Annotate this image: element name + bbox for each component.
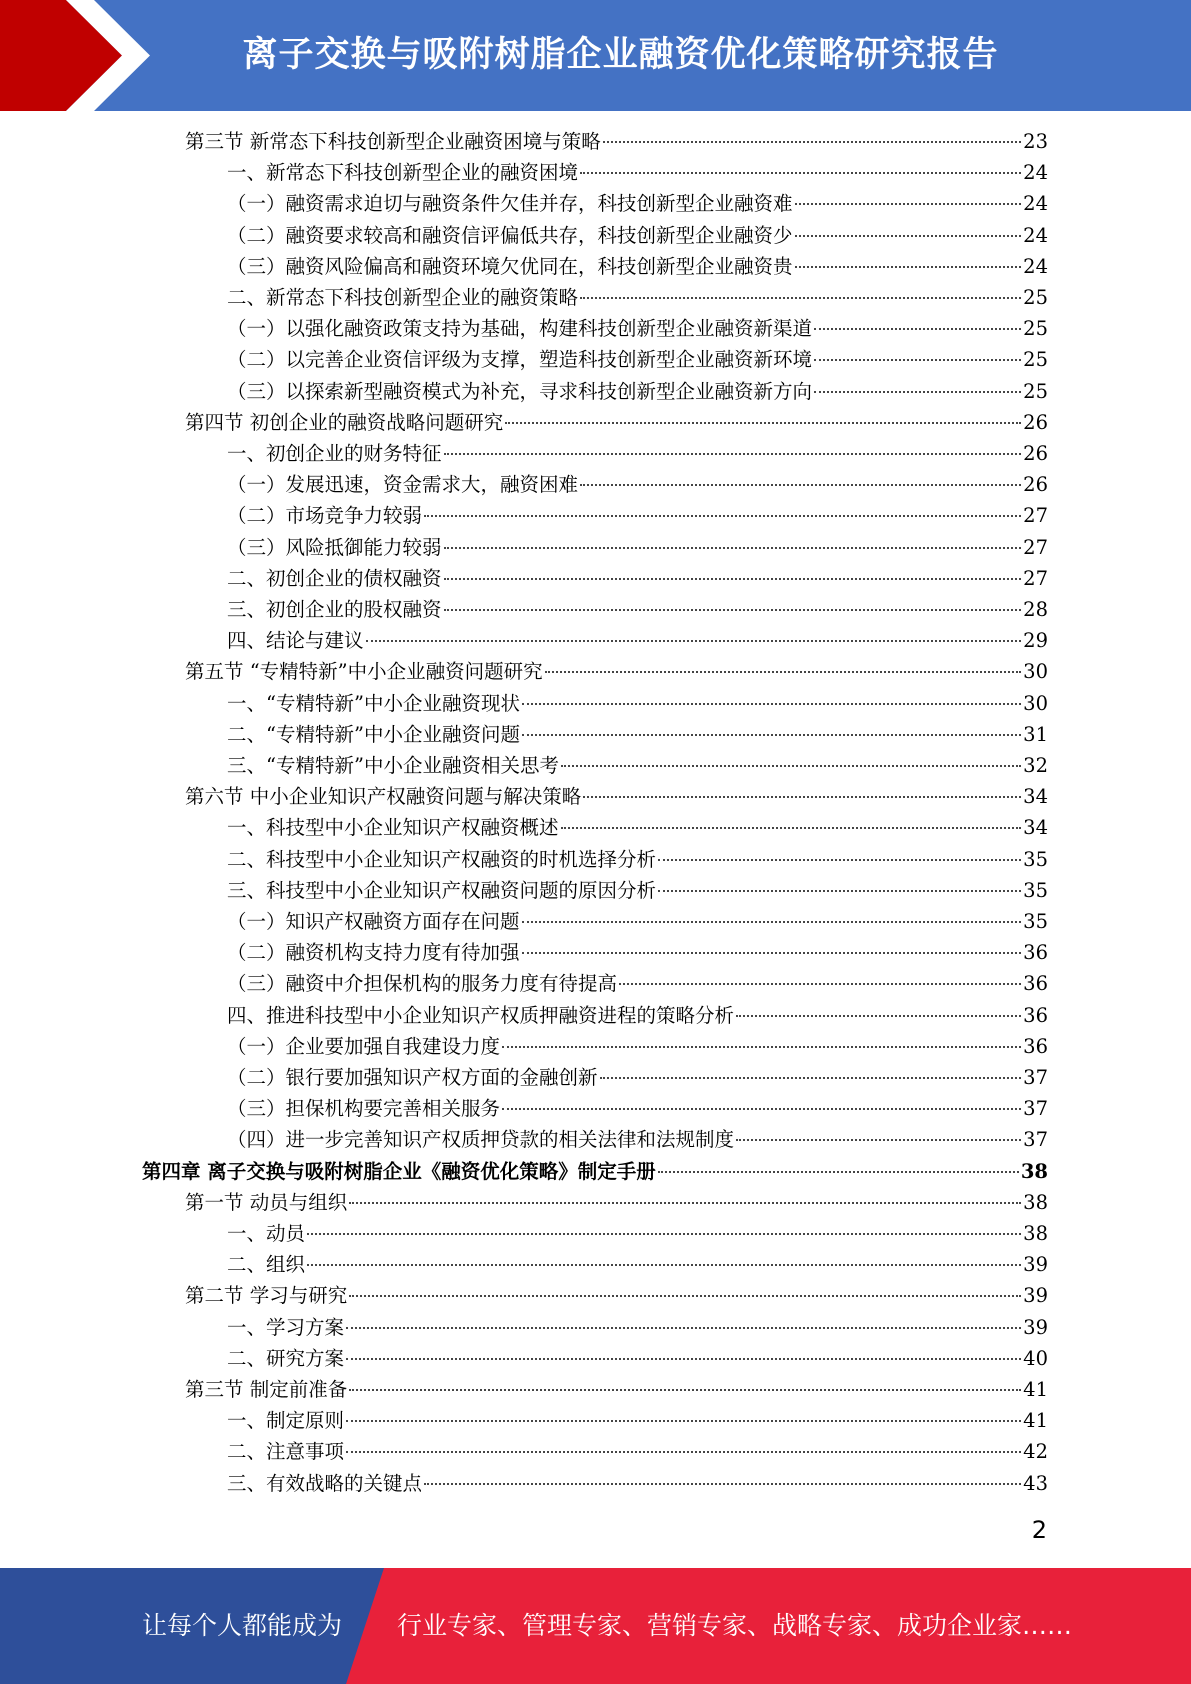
toc-entry-page: 37 [1023, 1097, 1048, 1121]
toc-dot-leader [658, 858, 1021, 861]
toc-dot-leader [346, 1419, 1021, 1422]
toc-entry[interactable] [227, 440, 1048, 468]
toc-dot-leader [424, 1482, 1021, 1485]
toc-dot-leader [522, 702, 1021, 705]
toc-entry-page: 29 [1023, 629, 1048, 653]
toc-entry[interactable] [227, 1438, 1048, 1466]
toc-entry[interactable] [227, 1033, 1048, 1061]
toc-dot-leader [736, 1014, 1021, 1017]
toc-entry-page: 24 [1023, 161, 1048, 185]
toc-entry[interactable] [185, 783, 1048, 811]
toc-entry-page: 24 [1023, 254, 1048, 278]
toc-entry-title: 一、新常态下科技创新型企业的融资困境 [227, 161, 579, 185]
toc-entry[interactable] [227, 1314, 1048, 1342]
toc-entry-page: 36 [1023, 1003, 1048, 1027]
toc-dot-leader [561, 826, 1022, 829]
toc-entry-page: 26 [1023, 410, 1048, 434]
toc-entry-page: 24 [1023, 192, 1048, 216]
toc-entry[interactable] [185, 128, 1048, 156]
toc-entry-page: 41 [1023, 1409, 1048, 1433]
toc-entry-page: 36 [1023, 1034, 1048, 1058]
toc-entry-title: （一）融资需求迫切与融资条件欠佳并存，科技创新型企业融资难 [227, 192, 793, 216]
toc-dot-leader [349, 1294, 1021, 1297]
toc-entry[interactable] [227, 752, 1048, 780]
toc-entry-title: 一、动员 [227, 1222, 306, 1245]
toc-entry-title: 一、科技型中小企业知识产权融资概述 [227, 816, 559, 840]
toc-entry-title: 第五节 “专精特新”中小企业融资问题研究 [185, 660, 543, 684]
toc-entry-page: 25 [1023, 348, 1048, 372]
toc-entry-page: 30 [1023, 691, 1048, 715]
toc-entry[interactable] [227, 939, 1048, 967]
toc-dot-leader [307, 1263, 1021, 1266]
toc-dot-leader [545, 670, 1022, 673]
toc-entry[interactable] [227, 565, 1048, 593]
toc-dot-leader [736, 1138, 1021, 1141]
toc-entry[interactable] [227, 596, 1048, 624]
toc-entry-title: （三）融资风险偏高和融资环境欠优同在，科技创新型企业融资贵 [227, 254, 793, 278]
toc-entry-page: 32 [1023, 754, 1048, 777]
toc-entry-page: 28 [1023, 598, 1048, 621]
toc-dot-leader [795, 265, 1022, 268]
toc-entry-title: 二、科技型中小企业知识产权融资的时机选择分析 [227, 847, 657, 871]
toc-dot-leader [814, 327, 1021, 330]
toc-dot-leader [795, 202, 1022, 205]
toc-entry-title: （一）以强化融资政策支持为基础，构建科技创新型企业融资新渠道 [227, 317, 813, 341]
toc-entry-title: （二）融资机构支持力度有待加强 [227, 941, 520, 965]
toc-entry[interactable] [227, 159, 1048, 187]
toc-dot-leader [349, 1201, 1021, 1204]
toc-entry[interactable] [227, 1407, 1048, 1435]
toc-entry[interactable] [227, 1220, 1048, 1248]
toc-dot-leader [502, 1045, 1021, 1048]
toc-entry-page: 36 [1023, 972, 1048, 996]
toc-entry[interactable] [227, 1064, 1048, 1092]
toc-entry[interactable] [227, 1251, 1048, 1279]
toc-entry-title: 第四节 初创企业的融资战略问题研究 [185, 410, 504, 434]
toc-entry[interactable] [185, 1189, 1048, 1217]
toc-dot-leader [505, 421, 1021, 424]
toc-entry-page: 27 [1023, 566, 1048, 590]
toc-entry-title: 四、结论与建议 [227, 629, 364, 653]
toc-entry-title: 二、初创企业的债权融资 [227, 566, 442, 590]
toc-dot-leader [522, 951, 1022, 954]
footer-slogan-left: 让每个人都能成为 [142, 1611, 343, 1640]
toc-entry-page: 35 [1023, 847, 1048, 871]
page-number: 2 [1031, 1516, 1047, 1544]
toc-entry-page: 23 [1023, 130, 1048, 153]
toc-entry[interactable] [227, 877, 1048, 905]
toc-entry-page: 27 [1023, 504, 1048, 528]
toc-entry-page: 43 [1023, 1471, 1048, 1495]
toc-entry-title: 二、组织 [227, 1253, 306, 1277]
toc-entry-title: 三、初创企业的股权融资 [227, 598, 442, 621]
toc-dot-leader [346, 1357, 1021, 1360]
toc-entry-title: 二、研究方案 [227, 1346, 345, 1370]
toc-entry-title: （三）融资中介担保机构的服务力度有待提高 [227, 972, 618, 996]
toc-entry-title: 一、“专精特新”中小企业融资现状 [227, 691, 520, 715]
toc-entry-title: （一）发展迅速，资金需求大，融资困难 [227, 473, 579, 497]
toc-entry-title: 三、“专精特新”中小企业融资相关思考 [227, 754, 559, 777]
toc-entry[interactable] [227, 846, 1048, 874]
toc-dot-leader [561, 764, 1021, 767]
toc-entry-title: 第三节 新常态下科技创新型企业融资困境与策略 [185, 130, 601, 153]
toc-dot-leader [444, 608, 1022, 611]
toc-entry-title: 二、注意事项 [227, 1440, 345, 1464]
toc-entry-title: 三、科技型中小企业知识产权融资问题的原因分析 [227, 878, 657, 902]
toc-dot-leader [795, 234, 1022, 237]
toc-entry-title: 第三节 制定前准备 [185, 1378, 348, 1401]
footer-slogan-right: 行业专家、管理专家、营销专家、战略专家、成功企业家…… [397, 1611, 1073, 1640]
toc-dot-leader [814, 358, 1021, 361]
toc-entry[interactable] [227, 315, 1048, 343]
toc-entry[interactable] [227, 1470, 1048, 1498]
toc-entry-title: （二）市场竞争力较弱 [227, 504, 423, 528]
toc-dot-leader [522, 733, 1021, 736]
toc-entry-title: （一）企业要加强自我建设力度 [227, 1034, 501, 1058]
toc-entry-title: （二）以完善企业资信评级为支撑，塑造科技创新型企业融资新环境 [227, 348, 813, 372]
toc-dot-leader [580, 296, 1021, 299]
toc-dot-leader [619, 982, 1021, 985]
toc-dot-leader [444, 546, 1022, 549]
toc-entry-title: （四）进一步完善知识产权质押贷款的相关法律和法规制度 [227, 1128, 735, 1152]
toc-entry[interactable] [227, 690, 1048, 718]
toc-entry-page: 31 [1023, 722, 1048, 746]
toc-entry-title: 一、初创企业的财务特征 [227, 442, 442, 465]
toc-dot-leader [658, 1170, 1019, 1173]
toc-entry-page: 39 [1023, 1284, 1048, 1308]
toc-entry[interactable] [227, 721, 1048, 749]
toc-entry[interactable] [227, 284, 1048, 312]
toc-dot-leader [814, 390, 1021, 393]
toc-entry[interactable] [142, 1158, 1048, 1186]
toc-entry[interactable] [227, 1095, 1048, 1123]
toc-entry-page: 38 [1023, 1190, 1048, 1214]
toc-entry[interactable] [185, 1282, 1048, 1310]
toc-dot-leader [307, 1232, 1021, 1235]
toc-dot-leader [603, 140, 1021, 143]
toc-entry-title: 第六节 中小企业知识产权融资问题与解决策略 [185, 785, 582, 809]
page-header [0, 0, 1191, 111]
page-footer [0, 1568, 1191, 1684]
toc-entry-page: 39 [1023, 1253, 1048, 1277]
toc-entry-page: 37 [1023, 1066, 1048, 1089]
toc-entry-page: 30 [1023, 660, 1048, 684]
toc-entry-title: （一）知识产权融资方面存在问题 [227, 910, 520, 933]
toc-entry[interactable] [227, 502, 1048, 530]
toc-entry[interactable] [227, 222, 1048, 250]
toc-entry-title: （三）风险抵御能力较弱 [227, 535, 442, 559]
toc-entry[interactable] [227, 471, 1048, 499]
toc-entry-page: 34 [1023, 785, 1048, 809]
toc-entry-page: 26 [1023, 473, 1048, 497]
toc-entry-title: 一、学习方案 [227, 1315, 345, 1339]
toc-entry-title: （二）银行要加强知识产权方面的金融创新 [227, 1066, 598, 1089]
toc-entry-title: 一、制定原则 [227, 1409, 345, 1433]
toc-entry-title: 四、推进科技型中小企业知识产权质押融资进程的策略分析 [227, 1003, 735, 1027]
toc-entry-page: 25 [1023, 286, 1048, 309]
toc-dot-leader [346, 1450, 1021, 1453]
toc-entry-page: 25 [1023, 379, 1048, 403]
toc-entry-page: 35 [1023, 878, 1048, 902]
report-title: 离子交换与吸附树脂企业融资优化策略研究报告 [242, 35, 999, 75]
toc-dot-leader [580, 171, 1021, 174]
toc-entry[interactable] [227, 908, 1048, 936]
toc-entry[interactable] [227, 1345, 1048, 1373]
toc-entry-page: 35 [1023, 910, 1048, 933]
toc-entry-title: （二）融资要求较高和融资信评偏低共存，科技创新型企业融资少 [227, 223, 793, 247]
toc-entry-page: 27 [1023, 535, 1048, 559]
toc-entry-page: 38 [1020, 1159, 1048, 1183]
toc-entry[interactable] [227, 1002, 1048, 1030]
toc-entry-page: 34 [1023, 816, 1048, 840]
toc-entry-page: 26 [1023, 442, 1048, 465]
toc-entry-title: 第四章 离子交换与吸附树脂企业《融资优化策略》制定手册 [142, 1159, 656, 1183]
toc-entry-page: 41 [1023, 1378, 1048, 1401]
toc-dot-leader [600, 1076, 1022, 1079]
toc-entry-title: 第一节 动员与组织 [185, 1190, 348, 1214]
toc-dot-leader [366, 639, 1022, 642]
toc-entry-page: 36 [1023, 941, 1048, 965]
toc-dot-leader [349, 1388, 1021, 1391]
toc-dot-leader [583, 795, 1021, 798]
toc-entry-page: 42 [1023, 1440, 1048, 1464]
toc-entry-page: 25 [1023, 317, 1048, 341]
toc-entry-title: 三、有效战略的关键点 [227, 1471, 423, 1495]
toc-dot-leader [424, 514, 1021, 517]
toc-entry-page: 37 [1023, 1128, 1048, 1152]
toc-entry-title: 二、新常态下科技创新型企业的融资策略 [227, 286, 579, 309]
toc-entry[interactable] [185, 409, 1048, 437]
toc-entry[interactable] [227, 534, 1048, 562]
toc-entry-title: （三）担保机构要完善相关服务 [227, 1097, 501, 1121]
toc-entry-title: 第二节 学习与研究 [185, 1284, 348, 1308]
toc-dot-leader [444, 452, 1022, 455]
toc-dot-leader [658, 889, 1021, 892]
toc-entry[interactable] [227, 190, 1048, 218]
toc-entry[interactable] [185, 1376, 1048, 1404]
toc-dot-leader [502, 1107, 1021, 1110]
toc-entry-page: 40 [1023, 1346, 1048, 1370]
toc-dot-leader [580, 483, 1021, 486]
toc-entry[interactable] [227, 378, 1048, 406]
toc-entry-page: 24 [1023, 223, 1048, 247]
toc-entry[interactable] [185, 658, 1048, 686]
header-chevron-decoration [0, 0, 160, 111]
toc-entry-page: 39 [1023, 1315, 1048, 1339]
toc-entry[interactable] [227, 970, 1048, 998]
toc-dot-leader [346, 1326, 1021, 1329]
toc-dot-leader [522, 920, 1022, 923]
toc-entry[interactable] [227, 627, 1048, 655]
toc-entry-page: 38 [1023, 1222, 1048, 1245]
toc-dot-leader [444, 577, 1022, 580]
toc-entry[interactable] [227, 814, 1048, 842]
toc-entry[interactable] [227, 253, 1048, 281]
toc-entry[interactable] [227, 346, 1048, 374]
toc-entry[interactable] [227, 1126, 1048, 1154]
toc-entry-title: （三）以探索新型融资模式为补充，寻求科技创新型企业融资新方向 [227, 379, 813, 403]
toc-entry-title: 二、“专精特新”中小企业融资问题 [227, 722, 520, 746]
